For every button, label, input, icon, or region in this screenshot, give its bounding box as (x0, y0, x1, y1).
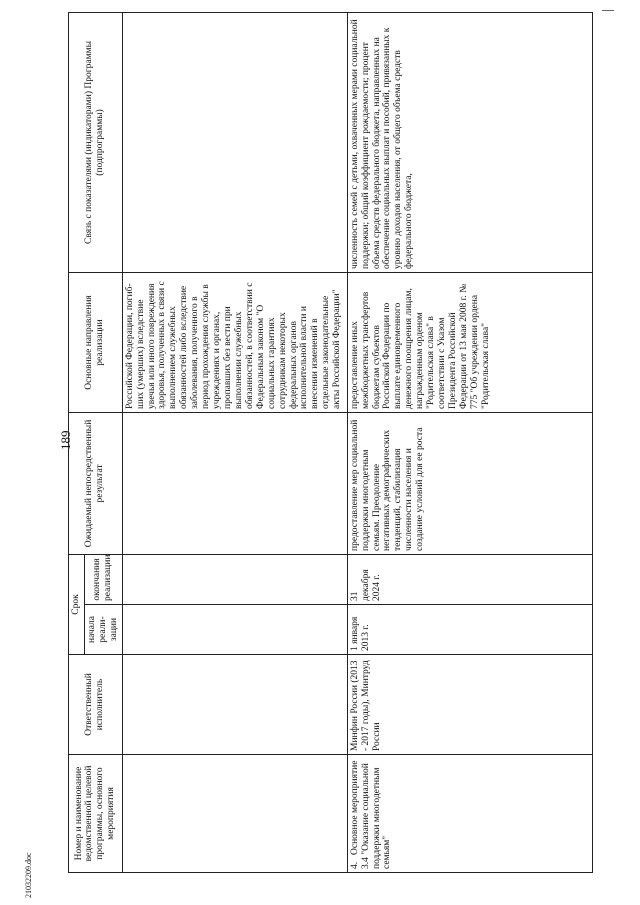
cell-result: предоставление мер социальной поддержки многодетным семьям. Преодоление негативных демографических тенденций, стабилизация численности населения и создание условий для ее роста (347, 412, 592, 554)
cell-start (122, 605, 347, 655)
page-number: 189 (58, 430, 73, 450)
header-name: Номер и наименование ведомственной целевой программы, основного мероприятия (69, 755, 123, 873)
table-row (122, 12, 347, 872)
cell-indicators (122, 12, 347, 272)
program-table (68, 12, 593, 873)
header-term: Срок (69, 554, 85, 654)
row-number: 4. (349, 861, 360, 869)
cell-executor: Минфин России (2013 - 2017 годы), Минтруд России (347, 655, 592, 755)
cell-name (347, 755, 592, 873)
cell-executor (122, 655, 347, 755)
header-start: начала реали-зации (84, 605, 122, 655)
cell-result (122, 412, 347, 554)
cell-end (122, 554, 347, 604)
header-directions: Основные направления реализации (69, 272, 123, 412)
cell-directions: предоставление иных межбюджетных трансфертов бюджетам субъектов Российской Федерации по выплате единовременного денежного поощрения лицам, награжденным орденом "Родительская слава" в соответствии с Указом Президента Российской Федерации от 13 мая 2008 г. № 775 "Об учреждении ордена "Родительская слава" (347, 272, 592, 412)
file-code: 21032209.doc (24, 852, 33, 898)
row-title: Основное мероприятие 3.4 "Оказание социальной поддержки многодетным семьям" (349, 760, 393, 869)
table-row (347, 12, 592, 872)
document-sheet (68, 13, 623, 873)
scan-mark (602, 10, 614, 11)
header-indicators: Связь с показателями (индикаторами) Программы (подпрограммы) (69, 12, 123, 272)
cell-directions: Российской Федерации, погиб-ших (умерших) вследствие увечья или иного повреждения здоровья, полученных в связи с выполнением служебных обязанностей либо вследствие заболевания, полученного в период прохождения службы в учреждениях и органах, пропавших без вести при выполнении служебных обязанностей, в соответствии с Федеральным законом "О социальных гарантиях сотрудникам некоторых федеральных органов исполнительной власти и внесении изменений в отдельные законодательные акты Российской Федерации" (122, 272, 347, 412)
cell-end: 31 декабря 2024 г. (347, 554, 592, 604)
header-end: окончания реализации (84, 554, 122, 604)
cell-start: 1 января 2013 г. (347, 605, 592, 655)
cell-indicators: численность семей с детьми, охваченных мерами социальной поддержки; общий коэффициент рождаемости; процент объема средств федерального бюджета, направленных на обеспечение социальных выплат и пособий, привязанных к уровню доходов населения, от общего объема средств федерального бюджета, (347, 12, 592, 272)
header-result: Ожидаемый непосредственный результат (69, 412, 123, 554)
header-executor: Ответственный исполнитель (69, 655, 123, 755)
cell-name (122, 755, 347, 873)
